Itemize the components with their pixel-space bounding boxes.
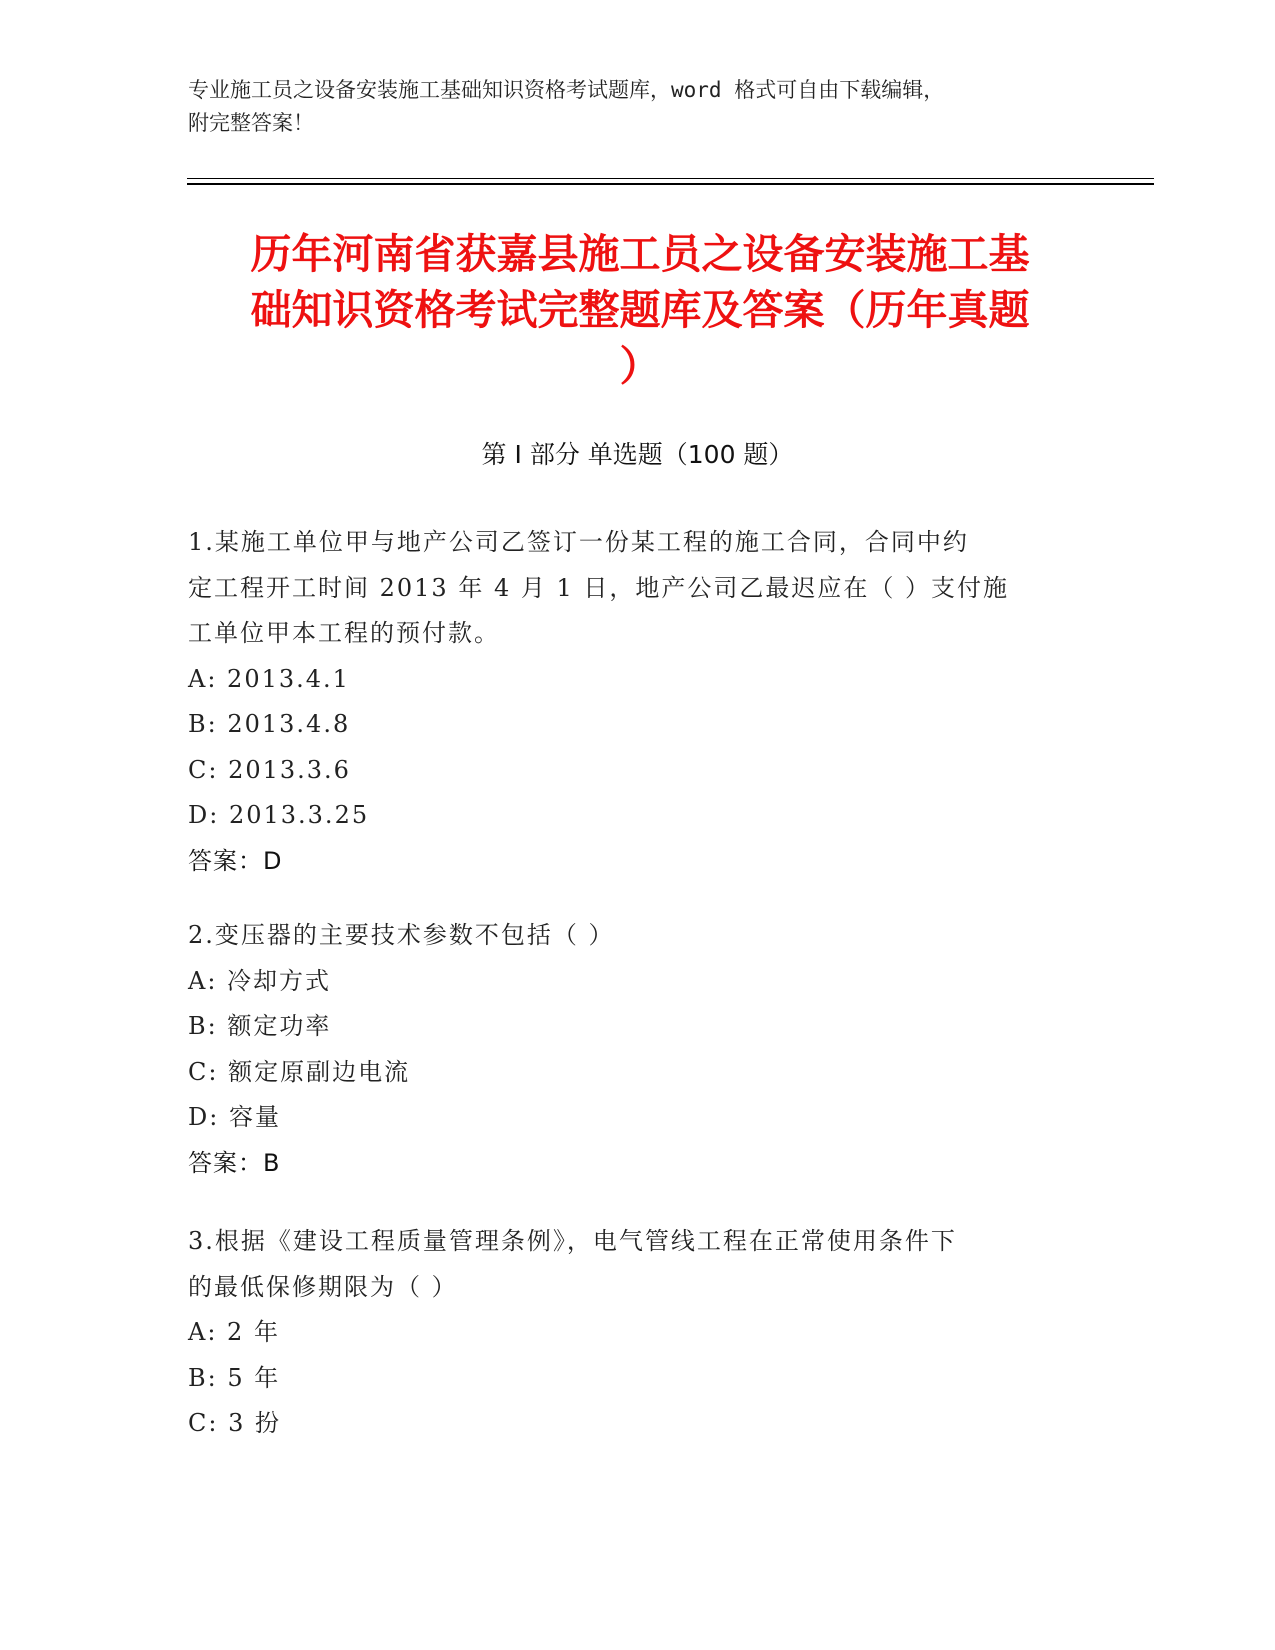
question-stem-line: 2.变压器的主要技术参数不包括（ ） xyxy=(188,921,615,949)
option-c: C: 3 扮 xyxy=(188,1409,281,1437)
question-3 xyxy=(188,1219,1088,1447)
header-note-line: 附完整答案！ xyxy=(188,111,314,135)
header-note xyxy=(188,74,1068,140)
title-line: ） xyxy=(619,342,661,390)
header-divider-thin xyxy=(187,178,1154,179)
option-c: C: 2013.3.6 xyxy=(188,755,351,784)
title-line: 础知识资格考试完整题库及答案（历年真题 xyxy=(250,286,1030,334)
option-b: B: 2013.4.8 xyxy=(188,710,351,738)
answer-label: 答案：B xyxy=(188,1148,281,1177)
question-2 xyxy=(188,913,1088,1186)
option-d: D: 容量 xyxy=(188,1103,281,1131)
document-title xyxy=(150,226,1130,394)
question-stem-line: 的最低保修期限为（ ） xyxy=(188,1272,458,1301)
option-b: B: 5 年 xyxy=(188,1363,281,1392)
question-stem-line: 3.根据《建设工程质量管理条例》，电气管线工程在正常使用条件下 xyxy=(188,1227,957,1255)
question-1 xyxy=(188,520,1088,884)
question-stem-line: 定工程开工时间 2013 年 4 月 1 日，地产公司乙最迟应在（ ）支付施 xyxy=(188,573,1010,602)
option-b: B: 额定功率 xyxy=(188,1012,332,1040)
header-note-line: 专业施工员之设备安装施工基础知识资格考试题库，word 格式可自由下载编辑， xyxy=(188,78,945,102)
question-stem-line: 工单位甲本工程的预付款。 xyxy=(188,619,500,647)
question-stem-line: 1.某施工单位甲与地产公司乙签订一份某工程的施工合同，合同中约 xyxy=(188,528,969,556)
title-line: 历年河南省获嘉县施工员之设备安装施工基 xyxy=(250,230,1030,278)
option-a: A: 冷却方式 xyxy=(188,966,332,995)
section-heading: 第 I 部分 单选题（100 题） xyxy=(481,440,794,469)
option-a: A: 2 年 xyxy=(188,1318,280,1346)
answer-label: 答案：D xyxy=(188,846,283,875)
option-d: D: 2013.3.25 xyxy=(188,801,370,829)
option-a: A: 2013.4.1 xyxy=(188,664,350,693)
option-c: C: 额定原副边电流 xyxy=(188,1057,411,1086)
header-divider-thick xyxy=(187,183,1154,185)
